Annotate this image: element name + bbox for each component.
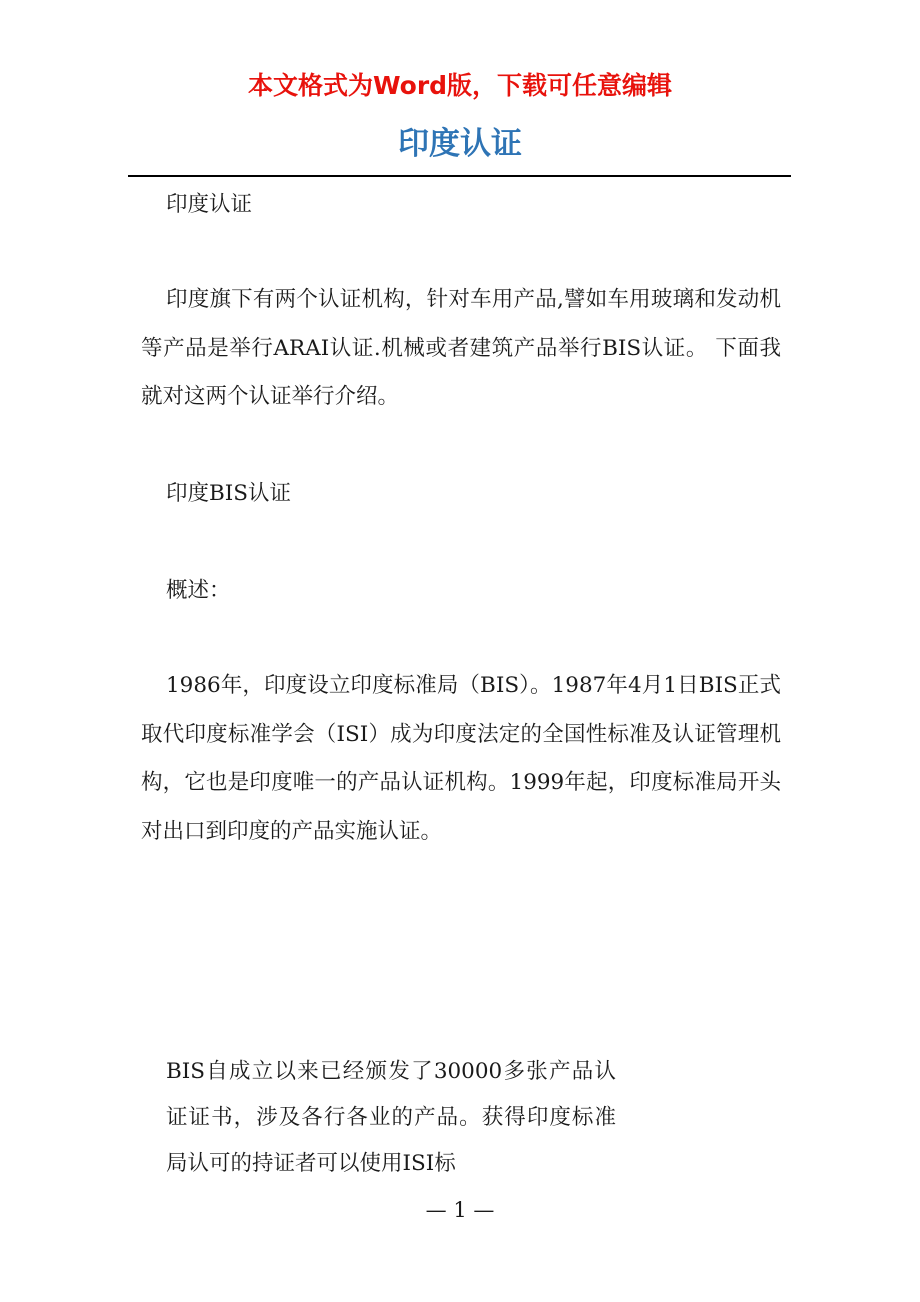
overview-label: 概述： — [166, 578, 231, 603]
intro-paragraph: 印度旗下有两个认证机构，针对车用产品,譬如车用玻璃和发动机等产品是举行ARAI认证.机械或者建筑产品举行BIS认证。 下面我就对这两个认证举行介绍。 — [141, 287, 781, 409]
section-heading-bis-certification: 印度BIS认证 — [166, 481, 292, 506]
download-notice-banner: 本文格式为Word版，下载可任意编辑 — [247, 71, 673, 100]
title-underline-divider — [128, 175, 791, 177]
bis-certificates-paragraph: BIS自成立以来已经颁发了30000多张产品认证证书，涉及各行各业的产品。获得印度标准局认可的持证者可以使用ISI标 — [166, 1059, 616, 1176]
document-title: 印度认证 — [398, 126, 522, 162]
page-number-footer: — 1 — — [425, 1198, 495, 1222]
bis-history-paragraph: 1986年，印度设立印度标准局（BIS）。1987年4月1日BIS正式取代印度标准学会（ISI）成为印度法定的全国性标准及认证管理机构，它也是印度唯一的产品认证机构。1999年起，印度标准局开头对出口到印度的产品实施认证。 — [141, 673, 781, 844]
section-heading-india-certification: 印度认证 — [166, 192, 253, 217]
